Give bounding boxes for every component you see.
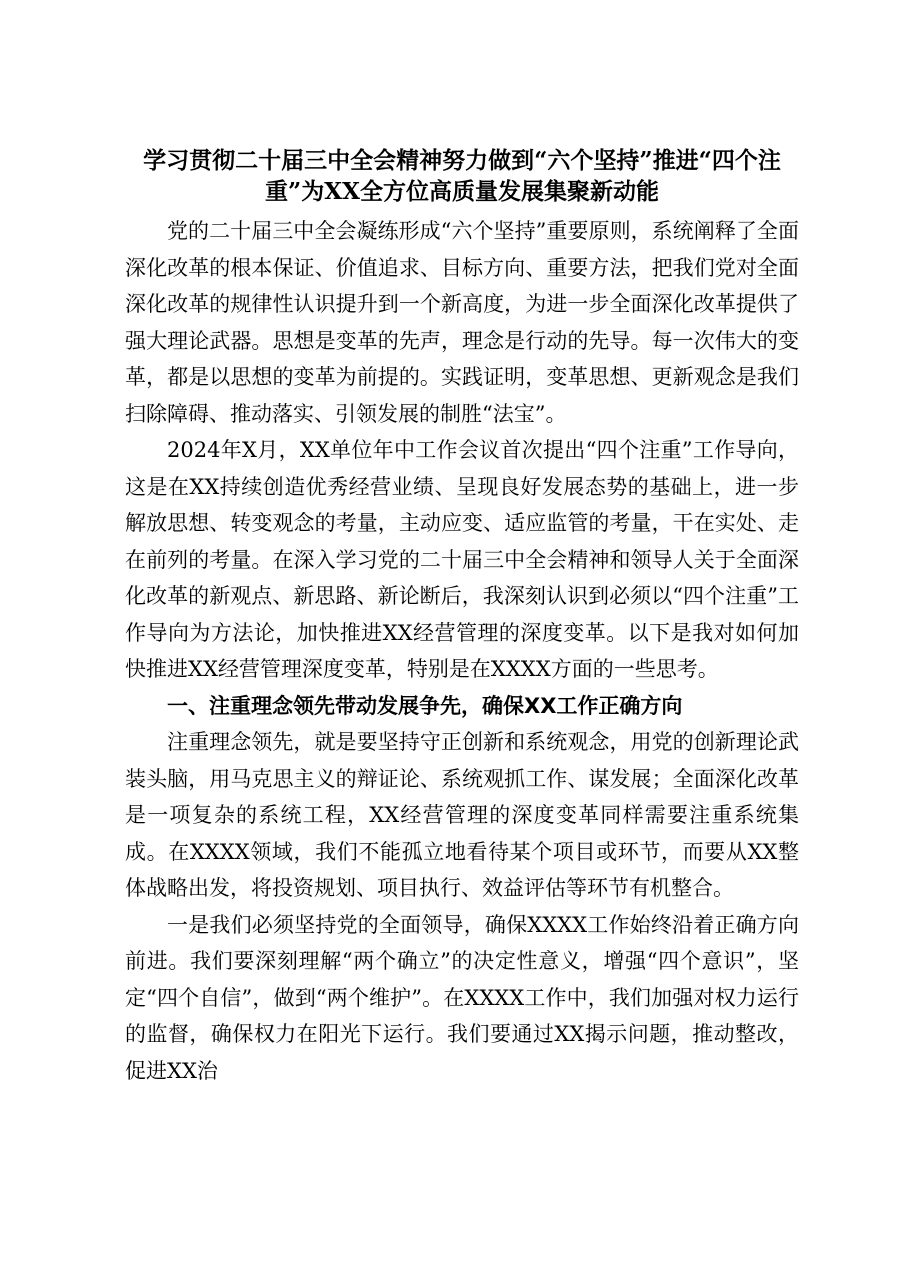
document-title: 学习贯彻二十届三中全会精神努力做到“六个坚持”推进“四个注重”为XX全方位高质量发展集聚新动能 <box>143 147 781 205</box>
section-paragraph-2: 一是我们必须坚持党的全面领导，确保XXXX工作始终沿着正确方向前进。我们要深刻理解“两个确立”的决定性意义，增强“四个意识”，坚定“四个自信”，做到“两个维护”。在XXXX工作中，我们加强对权力运行的监督，确保权力在阳光下运行。我们要通过XX揭示问题，推动整改，促进XX治 <box>125 912 799 1083</box>
intro-paragraph-1: 党的二十届三中全会凝练形成“六个坚持”重要原则，系统阐释了全面深化改革的根本保证、价值追求、目标方向、重要方法，把我们党对全面深化改革的规律性认识提升到一个新高度，为进一步全面深化改革提供了强大理论武器。思想是变革的先声，理念是行动的先导。每一次伟大的变革，都是以思想的变革为前提的。实践证明，变革思想、更新观念是我们扫除障碍、推动落实、引领发展的制胜“法宝”。 <box>125 219 799 426</box>
section-heading: 一、注重理念领先带动发展争先，确保XX工作正确方向 <box>167 693 683 718</box>
document-page <box>125 145 799 1089</box>
section-paragraph-1: 注重理念领先，就是要坚持守正创新和系统观念，用党的创新理论武装头脑，用马克思主义的辩证论、系统观抓工作、谋发展；全面深化改革是一项复杂的系统工程，XX经营管理的深度变革同样需要注重系统集成。在XXXX领域，我们不能孤立地看待某个项目或环节，而要从XX整体战略出发，将投资规划、项目执行、效益评估等环节有机整合。 <box>125 730 799 900</box>
intro-paragraph-2: 2024年X月，XX单位年中工作会议首次提出“四个注重”工作导向，这是在XX持续创造优秀经营业绩、呈现良好发展态势的基础上，进一步解放思想、转变观念的考量，主动应变、适应监管的考量，干在实处、走在前列的考量。在深入学习党的二十届三中全会精神和领导人关于全面深化改革的新观点、新思路、新论断后，我深刻认识到必须以“四个注重”工作导向为方法论，加快推进XX经营管理的深度变革。以下是我对如何加快推进XX经营管理深度变革，特别是在XXXX方面的一些思考。 <box>125 438 799 681</box>
